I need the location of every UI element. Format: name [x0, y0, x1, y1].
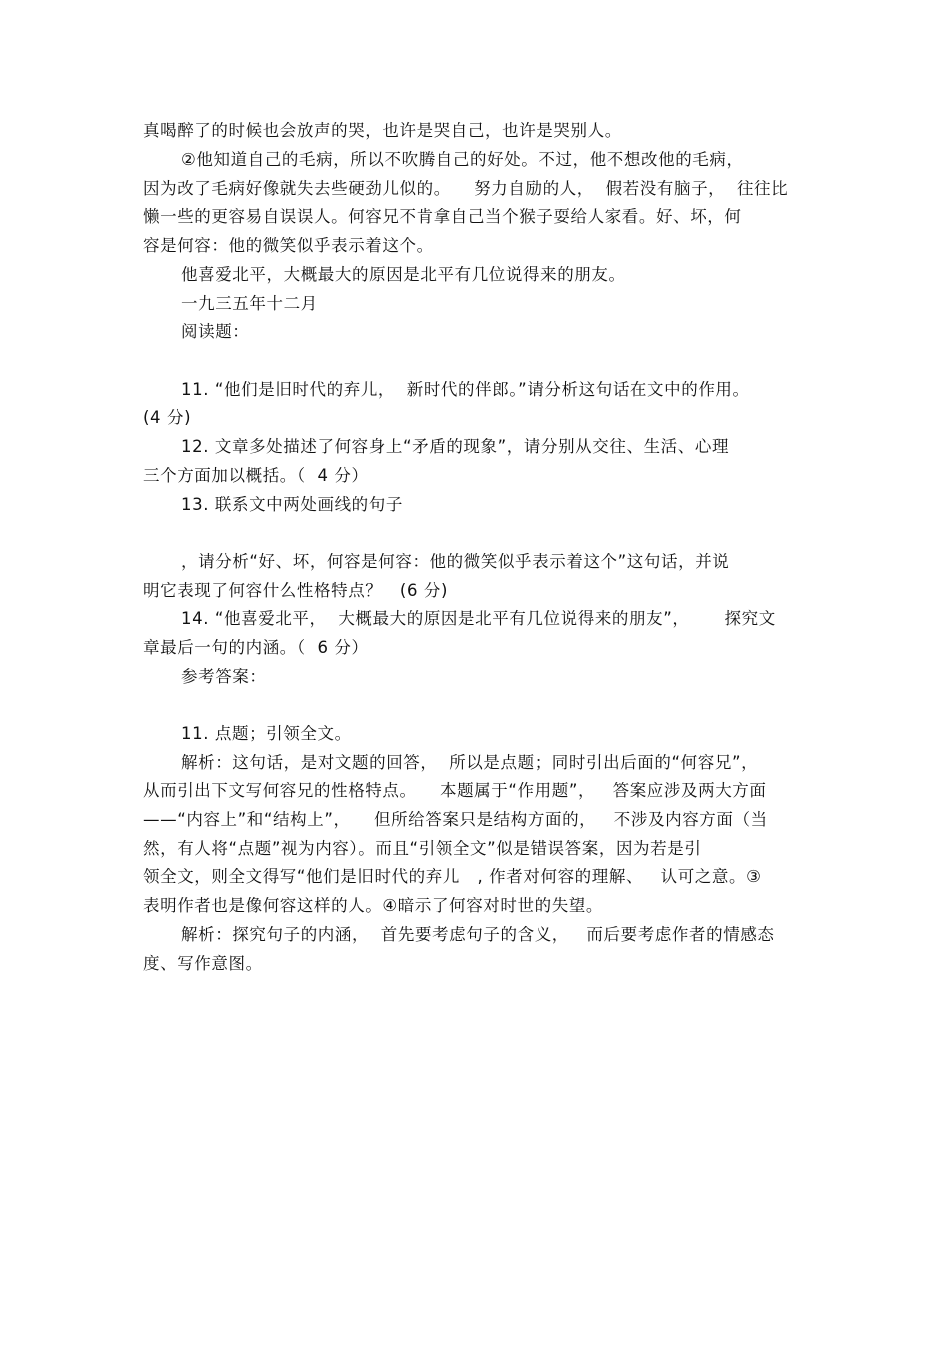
text-line: 因为改了毛病好像就失去些硬劲儿似的。 努力自励的人， 假若没有脑子， 往往比	[143, 179, 789, 198]
text-line: 懒一些的更容易自误误人。何容兄不肯拿自己当个猴子耍给人家看。好、坏，何	[143, 207, 742, 226]
analysis-line: 解析：探究句子的内涵， 首先要考虑句子的含义， 而后要考虑作者的情感态	[181, 925, 775, 944]
question-12-cont: 三个方面加以概括。（ 4 分）	[143, 466, 369, 485]
question-14: 14. “他喜爱北平， 大概最大的原因是北平有几位说得来的朋友”， 探究文	[181, 609, 776, 628]
analysis-line: 度、写作意图。	[143, 954, 263, 973]
text-line: 他喜爱北平，大概最大的原因是北平有几位说得来的朋友。	[181, 265, 626, 284]
analysis-line: 从而引出下文写何容兄的性格特点。 本题属于“作用题”， 答案应涉及两大方面	[143, 781, 767, 800]
analysis-line: 解析：这句话，是对文题的回答， 所以是点题；同时引出后面的“何容兄”，	[181, 753, 759, 772]
question-13-cont: 明它表现了何容什么性格特点？ (6 分)	[143, 581, 449, 600]
text-line: ②他知道自己的毛病，所以不吹腾自己的好处。不过，他不想改他的毛病，	[181, 150, 744, 169]
question-14-cont: 章最后一句的内涵。（ 6 分）	[143, 638, 369, 657]
text-line: 容是何容：他的微笑似乎表示着这个。	[143, 236, 434, 255]
text-line: 真喝醉了的时候也会放声的哭，也许是哭自己，也许是哭别人。	[143, 121, 622, 140]
question-13-cont: ，请分析“好、坏，何容是何容：他的微笑似乎表示着这个”这句话，并说	[181, 552, 730, 571]
question-12: 12. 文章多处描述了何容身上“矛盾的现象”，请分别从交往、生活、心理	[181, 437, 730, 456]
question-11: 11. “他们是旧时代的弃儿， 新时代的伴郎。”请分析这句话在文中的作用。	[181, 380, 750, 399]
answer-11: 11. 点题；引领全文。	[181, 724, 352, 743]
analysis-line: 领全文，则全文得写“他们是旧时代的弃儿 , 作者对何容的理解、 认可之意。③	[143, 867, 762, 886]
question-13: 13. 联系文中两处画线的句子	[181, 495, 403, 514]
analysis-line: 表明作者也是像何容这样的人。④暗示了何容对时世的失望。	[143, 896, 603, 915]
date-line: 一九三五年十二月	[181, 294, 318, 313]
question-11-points: (4 分)	[143, 408, 192, 427]
section-heading: 阅读题：	[181, 322, 250, 341]
analysis-line: ——“内容上”和“结构上”， 但所给答案只是结构方面的， 不涉及内容方面（当	[143, 810, 768, 829]
analysis-line: 然，有人将“点题”视为内容）。而且“引领全文”似是错误答案，因为若是引	[143, 839, 702, 858]
section-heading: 参考答案：	[181, 667, 267, 686]
